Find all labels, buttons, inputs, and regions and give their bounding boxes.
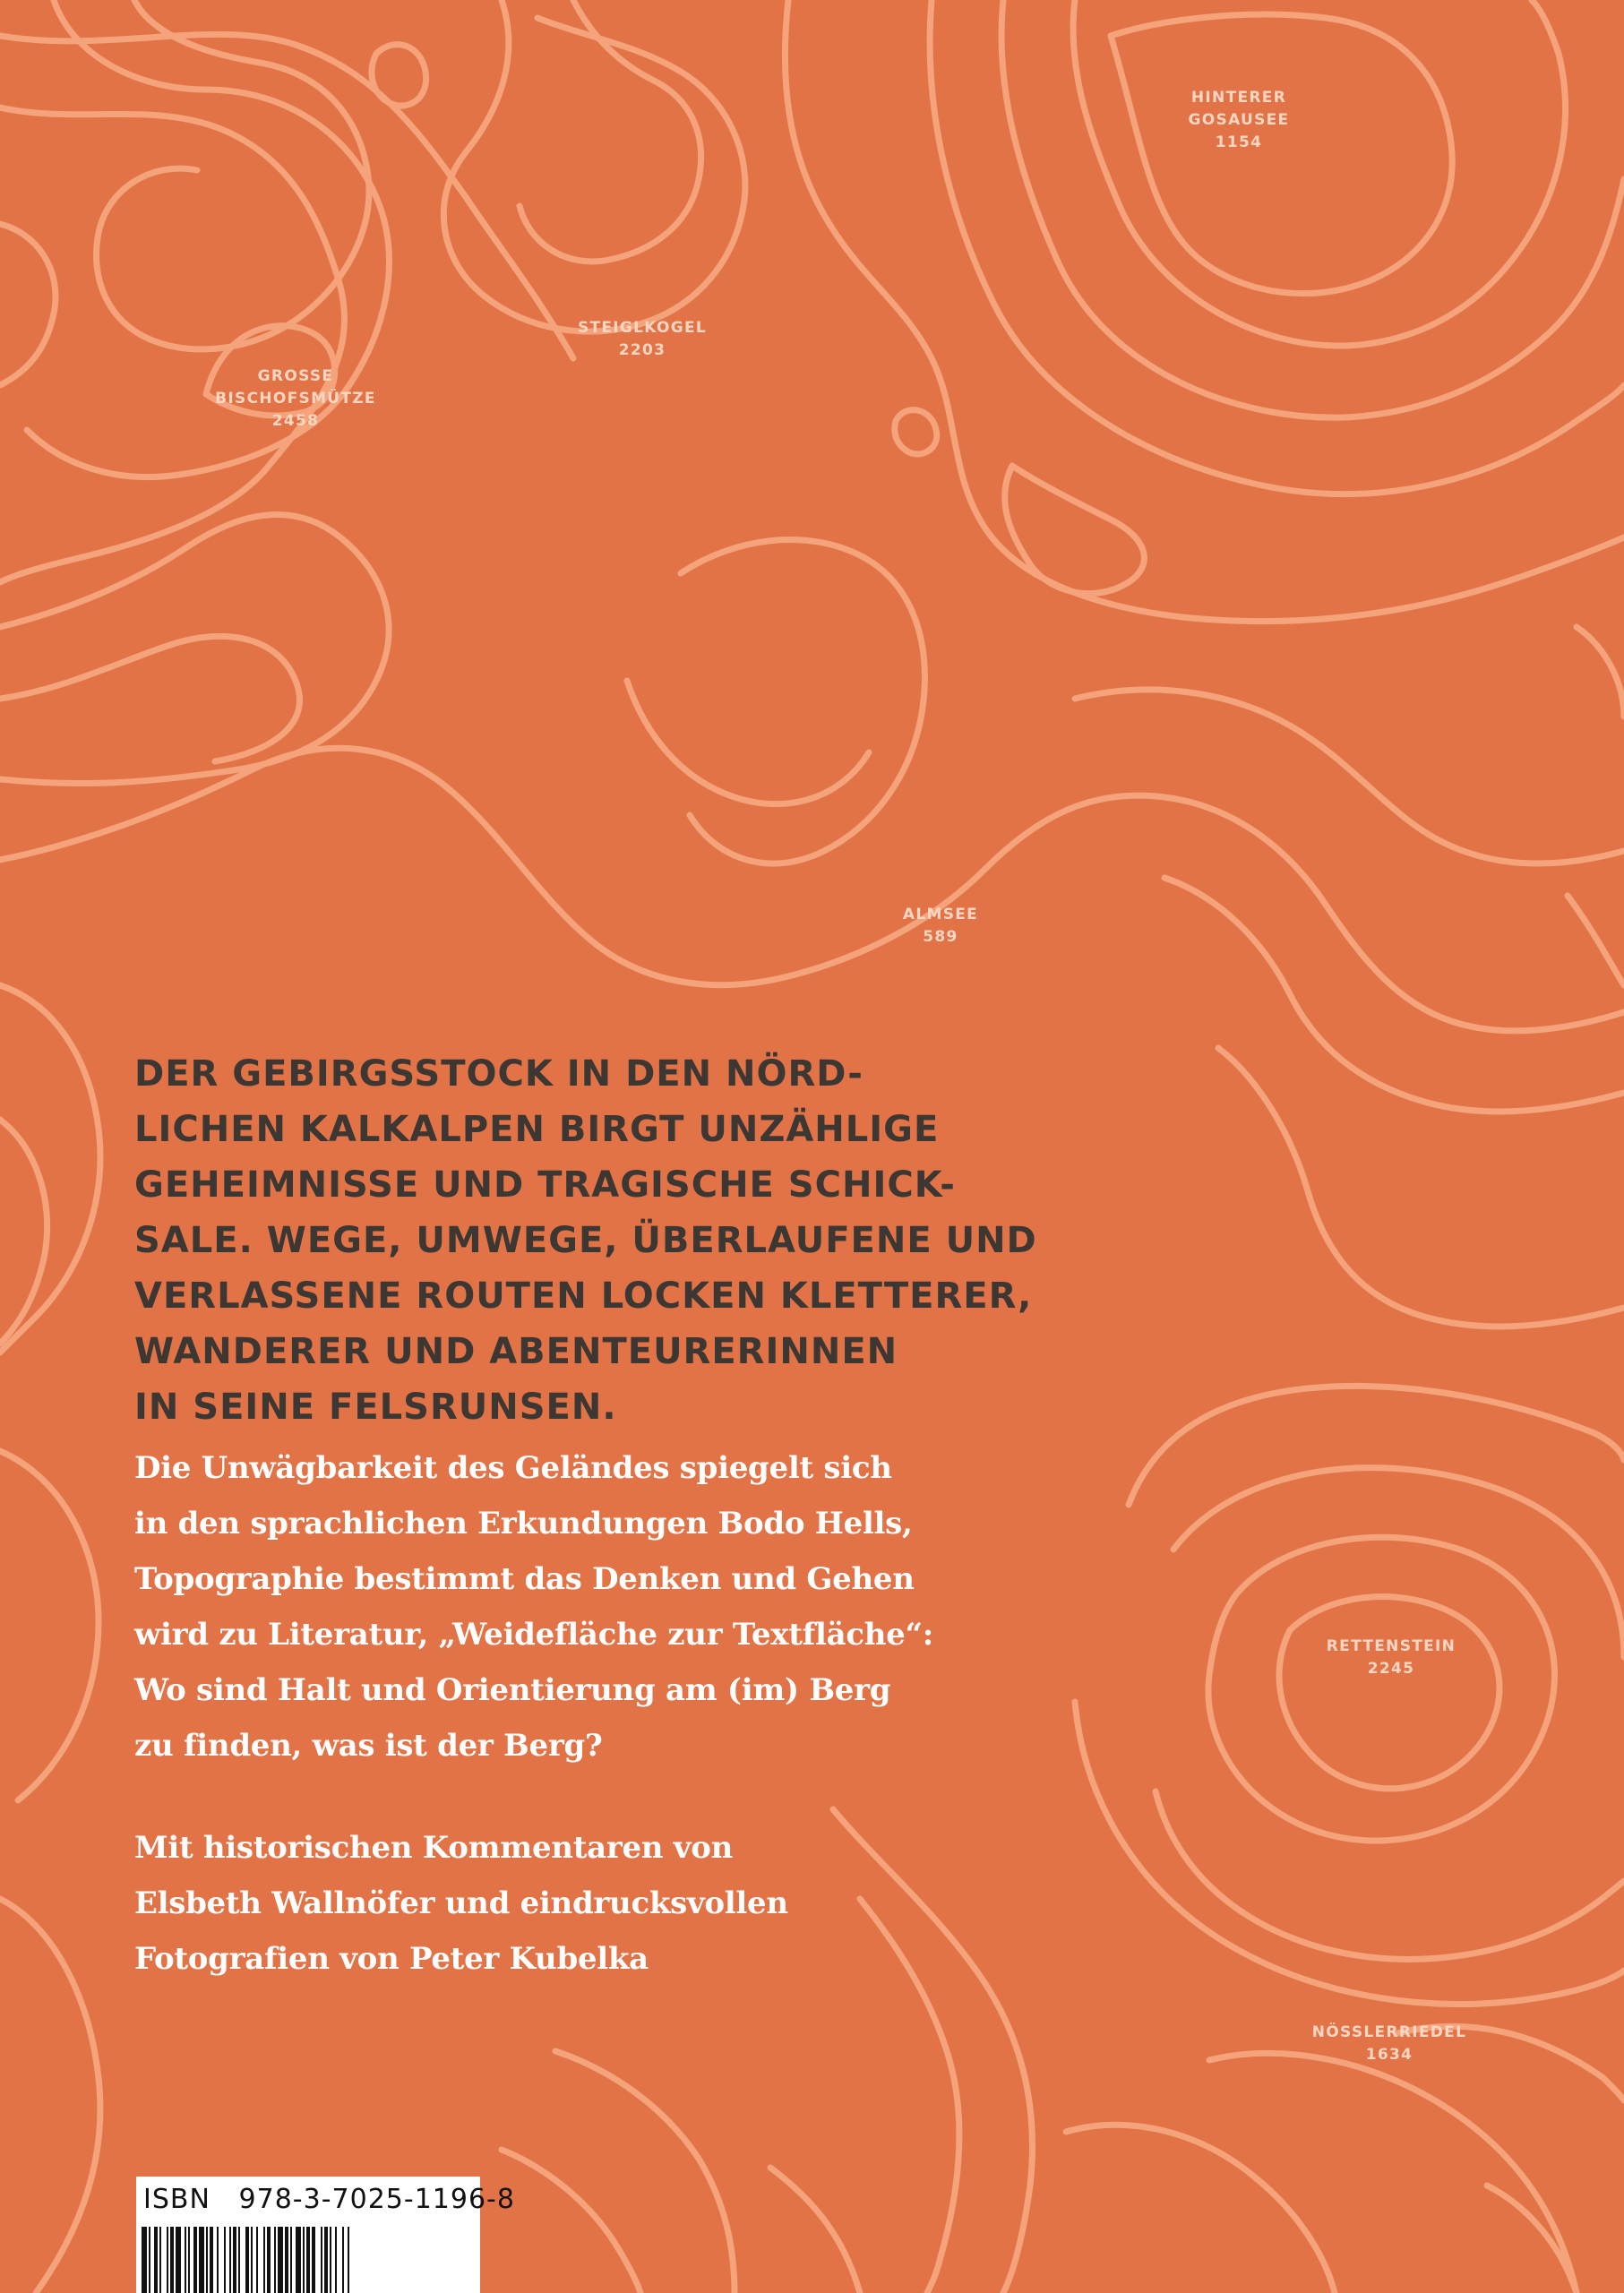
peak-name: ALMSEE: [902, 906, 979, 923]
barcode-bar: [217, 2227, 219, 2293]
headline-line: VERLASSENE ROUTEN LOCKEN KLETTERER,: [134, 1275, 1033, 1317]
paragraph-line: Die Unwägbarkeit des Geländes spiegelt sich: [134, 1450, 892, 1486]
barcode-bar: [176, 2227, 181, 2293]
barcode-bar: [245, 2227, 249, 2293]
barcode-bar: [167, 2227, 168, 2293]
barcode-bar: [149, 2227, 150, 2293]
barcode-bar: [193, 2227, 197, 2293]
barcode-bar: [210, 2227, 213, 2293]
barcode-bar: [330, 2227, 331, 2293]
paragraph-line: Wo sind Halt und Orientierung am (im) Berg: [134, 1672, 891, 1708]
barcode-bar: [303, 2227, 305, 2293]
peak-name: NÖSSLERRIEDEL: [1311, 2023, 1467, 2041]
peak-elevation: 2458: [271, 412, 320, 430]
peak-label-grosse-bischofsmuetze: [179, 365, 412, 433]
blurb-headline: [134, 1046, 1532, 1435]
isbn-number: 978-3-7025-1196-8: [238, 2184, 515, 2215]
barcode-bar: [274, 2227, 276, 2293]
peak-elevation: 2203: [618, 341, 666, 359]
barcode-bar: [229, 2227, 231, 2293]
barcode-bar: [267, 2227, 271, 2293]
headline-line: SALE. WEGE, UMWEGE, ÜBERLAUFENE UND: [134, 1220, 1037, 1261]
barcode-bar: [251, 2227, 253, 2293]
barcode-bar: [278, 2227, 283, 2293]
peak-label-noesslerriedel: [1273, 2022, 1506, 2066]
barcode-bar: [224, 2227, 226, 2293]
peak-label-steiglkogel: [526, 317, 759, 362]
headline-line: WANDERER UND ABENTEURERINNEN: [134, 1331, 898, 1372]
peak-elevation: 1634: [1365, 2046, 1413, 2064]
barcode-bar: [142, 2227, 147, 2293]
barcode-bar: [342, 2227, 344, 2293]
isbn-label: ISBN: [143, 2184, 211, 2215]
barcode-bar: [256, 2227, 258, 2293]
barcode-icon: [136, 2227, 480, 2293]
paragraph-line: Mit historischen Kommentaren von: [134, 1830, 734, 1866]
barcode-bar: [188, 2227, 190, 2293]
description-paragraph: [134, 1440, 1030, 1773]
barcode-bar: [306, 2227, 310, 2293]
peak-name: GOSAUSEE: [1188, 111, 1290, 129]
paragraph-line: wird zu Literatur, „Weidefläche zur Textfläche“:: [134, 1617, 933, 1653]
headline-line: DER GEBIRGSSTOCK IN DEN NÖRD-: [134, 1053, 864, 1095]
barcode-bar: [312, 2227, 315, 2293]
credits-paragraph: [134, 1820, 1030, 1987]
barcode-bar: [263, 2227, 265, 2293]
barcode-bar: [185, 2227, 186, 2293]
peak-label-rettenstein: [1275, 1636, 1508, 1680]
headline-line: GEHEIMNISSE UND TRAGISCHE SCHICK-: [134, 1164, 956, 1206]
barcode-bar: [206, 2227, 208, 2293]
barcode-bar: [335, 2227, 337, 2293]
peak-label-almsee: [824, 904, 1057, 949]
barcode-bar: [285, 2227, 288, 2293]
paragraph-line: in den sprachlichen Erkundungen Bodo Hells,: [134, 1506, 913, 1542]
barcode-bar: [170, 2227, 174, 2293]
barcode-bar: [154, 2227, 158, 2293]
paragraph-line: zu finden, was ist der Berg?: [134, 1728, 603, 1764]
peak-name: BISCHOFSMÜTZE: [215, 390, 376, 408]
headline-line: LICHEN KALKALPEN BIRGT UNZÄHLIGE: [134, 1109, 940, 1150]
isbn-text: [143, 2184, 515, 2215]
barcode-bar: [324, 2227, 328, 2293]
paragraph-line: Topographie bestimmt das Denken und Gehen: [134, 1561, 915, 1597]
barcode-bar: [199, 2227, 204, 2293]
peak-name: HINTERER: [1190, 89, 1287, 107]
barcode-bar: [159, 2227, 161, 2293]
barcode-bar: [238, 2227, 240, 2293]
peak-elevation: 589: [923, 928, 958, 946]
peak-elevation: 2245: [1367, 1660, 1415, 1678]
isbn-barcode-block: [136, 2177, 515, 2293]
paragraph-line: Elsbeth Wallnöfer und eindrucksvollen: [134, 1885, 788, 1921]
barcode-bar: [233, 2227, 236, 2293]
paragraph-line: Fotografien von Peter Kubelka: [134, 1941, 649, 1977]
headline-line: IN SEINE FELSRUNSEN.: [134, 1387, 617, 1428]
barcode-bar: [348, 2227, 349, 2293]
barcode-bar: [296, 2227, 301, 2293]
peak-name: GROSSE: [257, 367, 334, 385]
peak-label-hinterer-gosausee: [1122, 87, 1355, 154]
barcode-bar: [321, 2227, 322, 2293]
barcode-bar: [290, 2227, 292, 2293]
peak-name: RETTENSTEIN: [1326, 1637, 1456, 1655]
peak-name: STEIGLKOGEL: [577, 319, 708, 337]
peak-elevation: 1154: [1215, 133, 1263, 151]
